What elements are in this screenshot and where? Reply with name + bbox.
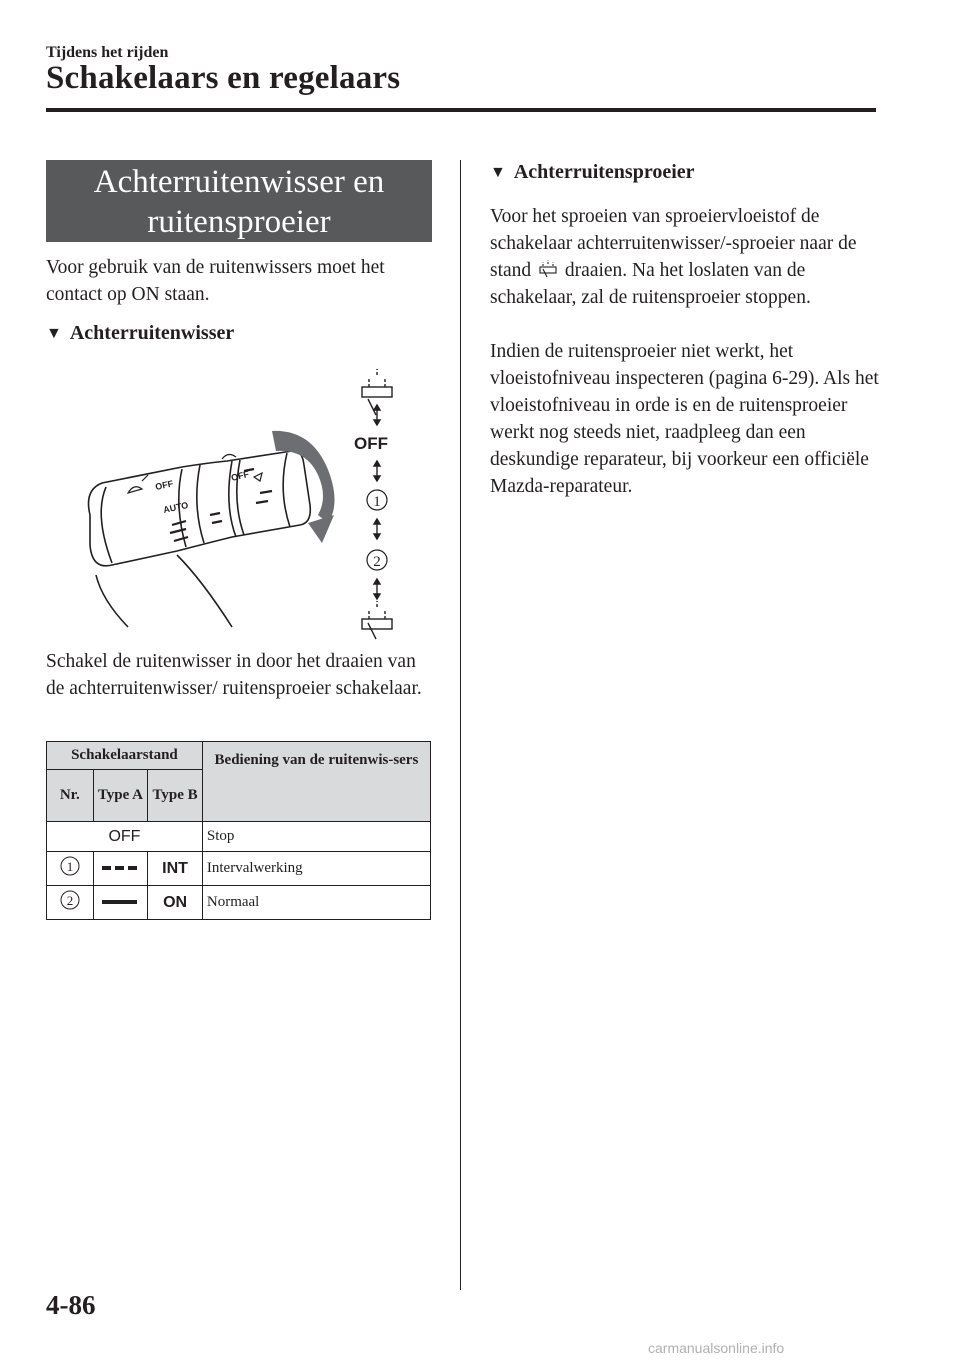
triangle-down-icon: ▼ (46, 325, 62, 342)
double-arrow-icon (374, 579, 380, 599)
washer-paragraph-1 (490, 203, 880, 311)
table-row (47, 886, 431, 920)
double-arrow-icon (374, 461, 380, 481)
double-arrow-icon (374, 519, 380, 539)
table-cell-type-b: ON (148, 886, 203, 920)
table-row (47, 852, 431, 886)
table-header-position: Schakelaarstand (47, 742, 203, 770)
chapter-title: Schakelaars en regelaars (46, 60, 401, 96)
washer-p1-before: Voor het sproeien van sproeiervloeistof de schakelaar achterruitenwisser/-sproeier naar de stand (490, 206, 857, 281)
lever-rear-off-label: OFF (230, 468, 250, 483)
position-2-marker (59, 889, 81, 911)
banner-line-1: Achterruitenwisser en (93, 164, 385, 200)
intermittent-dashes-icon (102, 864, 138, 872)
header-rule (46, 108, 876, 112)
wiper-description: Schakel de ruitenwisser in door het draaien van de achterruitenwisser/ ruitensproeier schakelaar. (46, 651, 422, 699)
table-cell-off: OFF (47, 822, 203, 852)
section-banner (46, 160, 432, 242)
table-cell-operation: Stop (202, 822, 430, 852)
table-header-operation: Bediening van de ruitenwis-sers (202, 742, 430, 822)
position-1-label: 1 (373, 494, 381, 510)
wiper-heading (46, 322, 234, 345)
continuous-bar-icon (102, 898, 138, 906)
position-2-label: 2 (373, 554, 381, 570)
lever-body (89, 451, 311, 627)
rear-washer-icon (362, 601, 392, 639)
table-cell-operation: Intervalwerking (202, 852, 430, 886)
position-1-marker (59, 855, 81, 877)
page-number: 4-86 (46, 1290, 96, 1320)
table-header-nr: Nr. (47, 770, 94, 822)
triangle-down-icon: ▼ (490, 164, 506, 181)
svg-text:2: 2 (66, 893, 74, 908)
washer-paragraph-2: Indien de ruitensproeier niet werkt, het vloeistofniveau inspecteren (pagina 6-29). Als het vloeistofniveau in orde is en de ruitensproeier werkt nog steeds niet, raadpleeg dan een deskundige reparateur, bij voorkeur een officiële Mazda-reparateur. (490, 341, 879, 497)
lever-auto-label: AUTO (162, 499, 190, 515)
table-cell-type-a (93, 852, 148, 886)
table-cell-nr (47, 886, 94, 920)
double-arrow-icon (374, 405, 380, 425)
table-cell-type-b: INT (148, 852, 203, 886)
position-scale (354, 369, 392, 639)
washer-heading (490, 161, 695, 184)
table-header-type-b: Type B (148, 770, 203, 822)
intro-paragraph: Voor gebruik van de ruitenwissers moet het contact op ON staan. (46, 257, 385, 305)
watermark: carmanualsonline.info (648, 1340, 785, 1356)
banner-line-2: ruitensproeier (147, 204, 331, 240)
washer-p1-after: draaien. Na het loslaten van de schakelaar, zal de ruitensproeier stoppen. (490, 260, 811, 308)
section-label: Tijdens het rijden (46, 44, 169, 61)
table-cell-type-a (93, 886, 148, 920)
off-position-label: OFF (354, 434, 388, 453)
wiper-lever-illustration (82, 365, 432, 645)
washer-heading-text: Achterruitensproeier (513, 161, 695, 183)
wiper-operation-table (46, 741, 431, 920)
table-row (47, 822, 431, 852)
svg-text:1: 1 (66, 859, 74, 874)
table-header-type-a: Type A (93, 770, 148, 822)
lever-off-label: OFF (154, 478, 175, 492)
column-divider (460, 160, 461, 1290)
table-cell-operation: Normaal (202, 886, 430, 920)
wiper-heading-text: Achterruitenwisser (69, 322, 235, 344)
rear-washer-icon (538, 260, 558, 278)
table-cell-nr (47, 852, 94, 886)
